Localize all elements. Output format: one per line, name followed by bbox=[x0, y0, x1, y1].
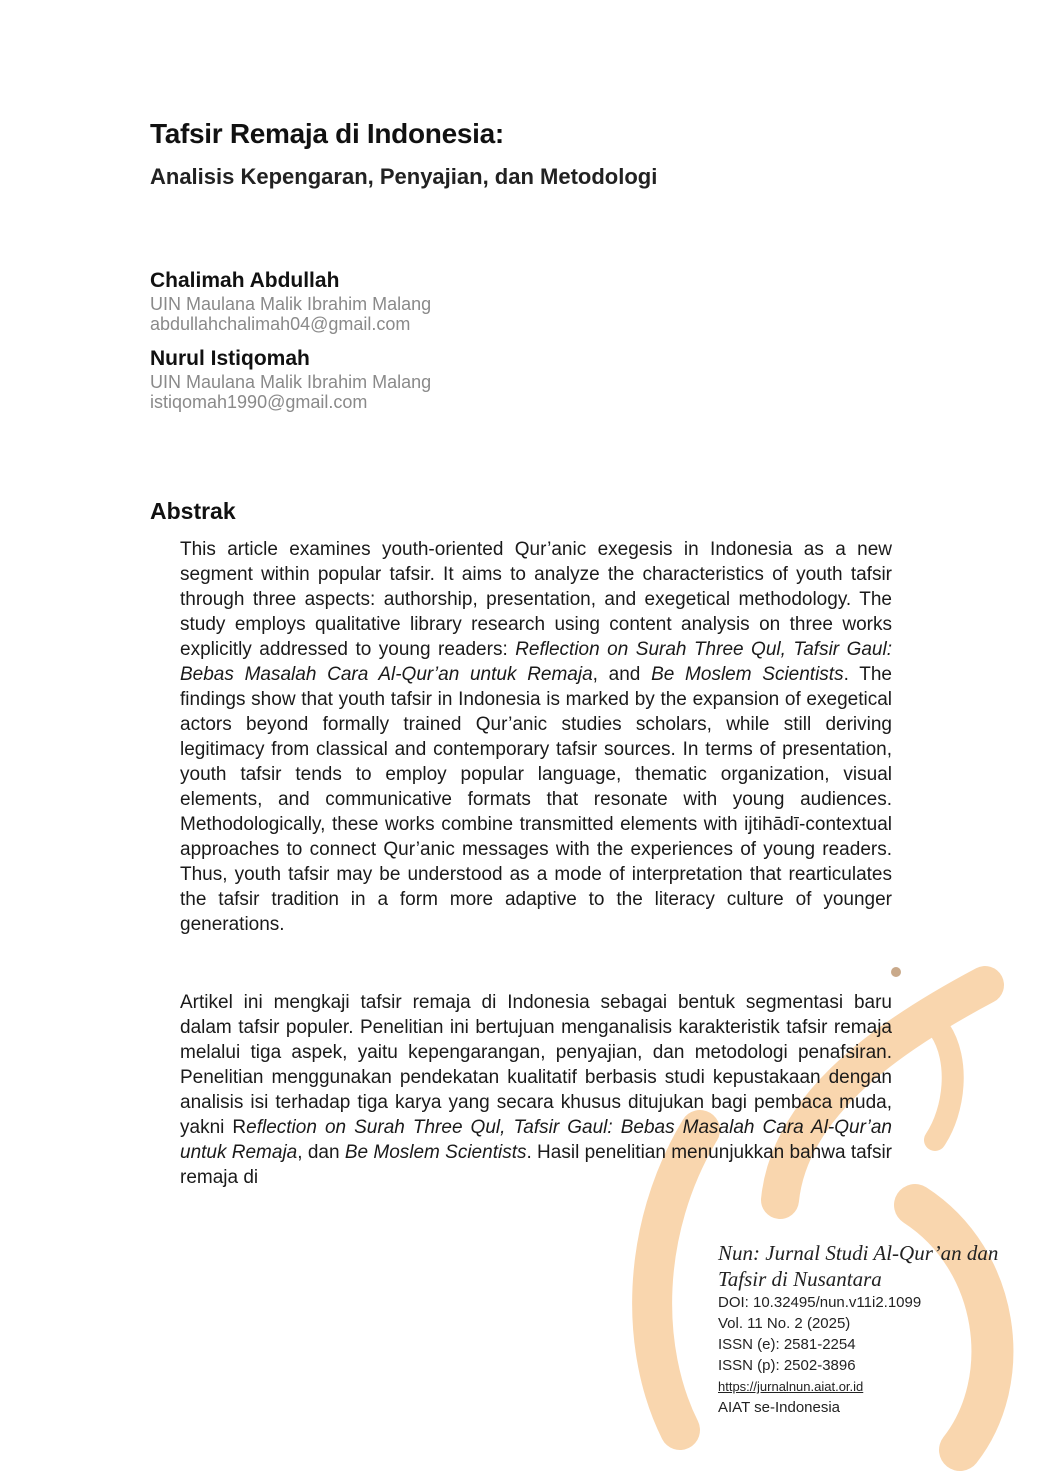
abstract-heading: Abstrak bbox=[150, 498, 236, 524]
journal-publisher: AIAT se-Indonesia bbox=[718, 1399, 841, 1416]
journal-url-link[interactable]: https://jurnalnun.aiat.or.id bbox=[718, 1379, 864, 1394]
journal-name-line: Nun: Jurnal Studi Al-Qur’an dan bbox=[718, 1241, 999, 1265]
abstract-text: , and bbox=[592, 664, 652, 685]
journal-volume: Vol. 11 No. 2 (2025) bbox=[718, 1315, 851, 1332]
abstract-italic-title: Reflection on Surah Three Qul, Tafsir Gaul: Bebas Masalah Cara Al-Qur’an untuk Remaja bbox=[180, 639, 892, 685]
author-affiliation: UIN Maulana Malik Ibrahim Malang bbox=[150, 372, 432, 392]
journal-issn-p: ISSN (p): 2502-3896 bbox=[718, 1357, 856, 1374]
abstract-italic-title: Be Moslem Scientists bbox=[651, 664, 844, 685]
journal-info bbox=[718, 1240, 1018, 1418]
author-name: Nurul Istiqomah bbox=[150, 347, 310, 370]
paper-title: Tafsir Remaja di Indonesia: bbox=[150, 118, 504, 149]
journal-doi: DOI: 10.32495/nun.v11i2.1099 bbox=[718, 1294, 922, 1311]
paper-subtitle: Analisis Kepengaran, Penyajian, dan Metodologi bbox=[150, 164, 658, 189]
journal-name-line: Tafsir di Nusantara bbox=[718, 1267, 882, 1291]
author-name: Chalimah Abdullah bbox=[150, 269, 340, 292]
author-email: abdullahchalimah04@gmail.com bbox=[150, 314, 411, 334]
abstract-text: Artikel ini mengkaji tafsir remaja di Indonesia sebagai bentuk segmentasi baru dalam tafsir populer. Penelitian ini bertujuan menganalisis karakteristik tafsir remaja melalui tiga aspek, yaitu kepengarangan, penyajian, dan metodologi penafsiran. Penelitian menggunakan pendekatan kualitatif berbasis studi kepustakaan dengan analisis isi terhadap tiga karya yang secara khusus ditujukan bagi pembaca muda, yakni R bbox=[180, 992, 892, 1138]
author-block bbox=[150, 346, 431, 412]
abstract-english bbox=[180, 537, 892, 937]
abstract-text: This article examines youth-oriented Qur’anic exegesis in Indonesia as a new segment within popular tafsir. It aims to analyze the characteristics of youth tafsir through three aspects: authorship, presentation, and exegetical methodology. The study employs qualitative library research using content analysis on three works explicitly addressed to young readers: bbox=[180, 539, 892, 660]
author-email: istiqomah1990@gmail.com bbox=[150, 392, 368, 412]
author-block bbox=[150, 268, 431, 334]
journal-issn-e: ISSN (e): 2581-2254 bbox=[718, 1336, 856, 1353]
abstract-indonesian bbox=[180, 990, 892, 1190]
abstract-italic-title: Be Moslem Scientists bbox=[344, 1142, 527, 1163]
author-affiliation: UIN Maulana Malik Ibrahim Malang bbox=[150, 294, 432, 314]
abstract-italic-title: eflection on Surah Three Qul, Tafsir Gaul: Bebas Masalah Cara Al-Qur’an untuk Remaja bbox=[180, 1117, 892, 1163]
abstract-text: . The findings show that youth tafsir in Indonesia is marked by the expansion of exegetical actors beyond formally trained Qur’anic studies scholars, while still deriving legitimacy from classical and contemporary tafsir sources. In terms of presentation, youth tafsir tends to employ popular language, thematic organization, visual elements, and communicative formats that resonate with young audiences. Methodologically, these works combine transmitted elements with ijtihādī-contextual approaches to connect Qur’anic messages with the experiences of young readers. Thus, youth tafsir may be understood as a mode of interpretation that rearticulates the tafsir tradition in a form more adaptive to the literacy culture of younger generations. bbox=[180, 664, 892, 935]
abstract-text: , dan bbox=[297, 1142, 345, 1163]
abstract-text: . Hasil penelitian menunjukkan bahwa tafsir remaja di bbox=[180, 1142, 892, 1188]
